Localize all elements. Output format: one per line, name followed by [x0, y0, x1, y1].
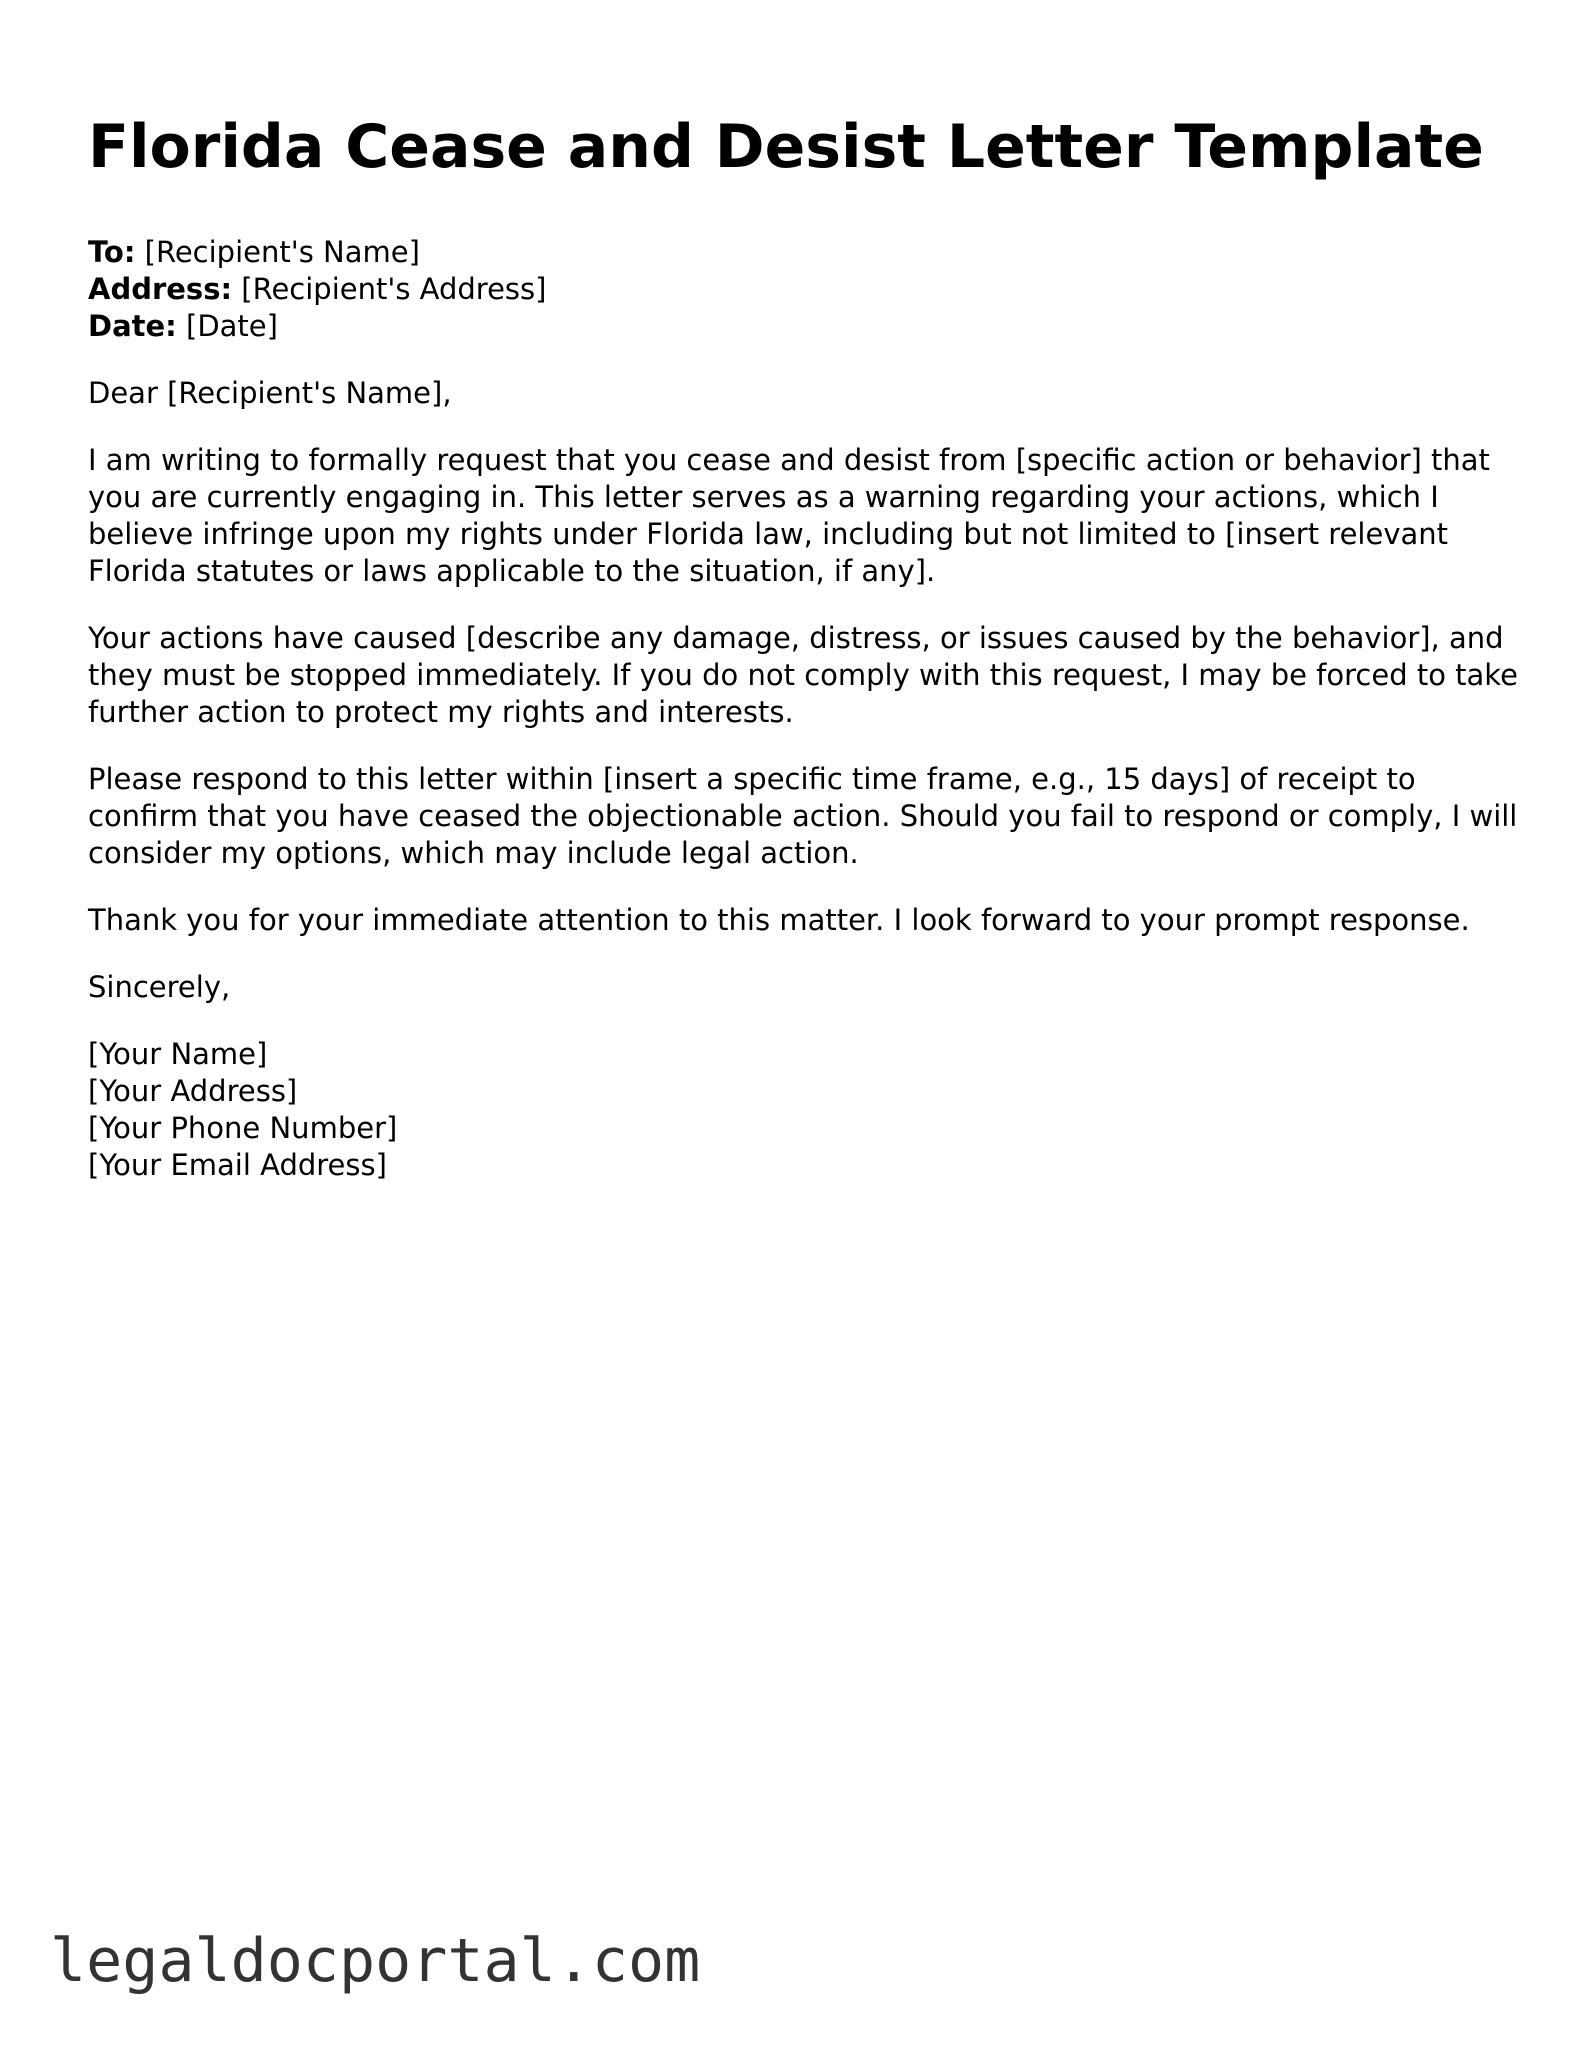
- page-title: Florida Cease and Desist Letter Template: [88, 112, 1484, 182]
- signature-address: [Your Address]: [88, 1074, 298, 1108]
- address-line: [88, 271, 1518, 308]
- signature-email: [Your Email Address]: [88, 1148, 387, 1182]
- to-value: [Recipient's Name]: [144, 235, 420, 269]
- to-line: [88, 234, 1518, 271]
- address-label: Address:: [88, 272, 233, 306]
- body-paragraph-4: Thank you for your immediate attention to this matter. I look forward to your prompt response.: [88, 903, 1470, 937]
- salutation: Dear [Recipient's Name],: [88, 376, 452, 410]
- body-paragraph-1: I am writing to formally request that you cease and desist from [specific action or behavior] that you are currently engaging in. This letter serves as a warning regarding your actions, which I believe infringe upon my rights under Florida law, including but not limited to [insert relevant Florida statutes or laws applicable to the situation, if any].: [88, 443, 1490, 588]
- letter-header: [88, 234, 1518, 345]
- body-paragraph-3: Please respond to this letter within [insert a specific time frame, e.g., 15 days] of receipt to confirm that you have ceased the objectionable action. Should you fail to respond or comply, I will consider my options, which may include legal action.: [88, 762, 1518, 870]
- address-value: [Recipient's Address]: [241, 272, 547, 306]
- closing: Sincerely,: [88, 970, 231, 1004]
- letter-page: [88, 110, 1518, 1184]
- signature-name: [Your Name]: [88, 1037, 268, 1071]
- date-line: [88, 308, 1518, 345]
- signature-phone: [Your Phone Number]: [88, 1111, 398, 1145]
- to-label: To:: [88, 235, 136, 269]
- body-paragraph-2: Your actions have caused [describe any damage, distress, or issues caused by the behavior], and they must be stopped immediately. If you do not comply with this request, I may be forced to take further action to protect my rights and interests.: [88, 621, 1518, 729]
- date-value: [Date]: [186, 309, 278, 343]
- signature-block: [88, 1036, 1518, 1184]
- date-label: Date:: [88, 309, 177, 343]
- site-watermark: legaldocportal.com: [50, 1926, 701, 1996]
